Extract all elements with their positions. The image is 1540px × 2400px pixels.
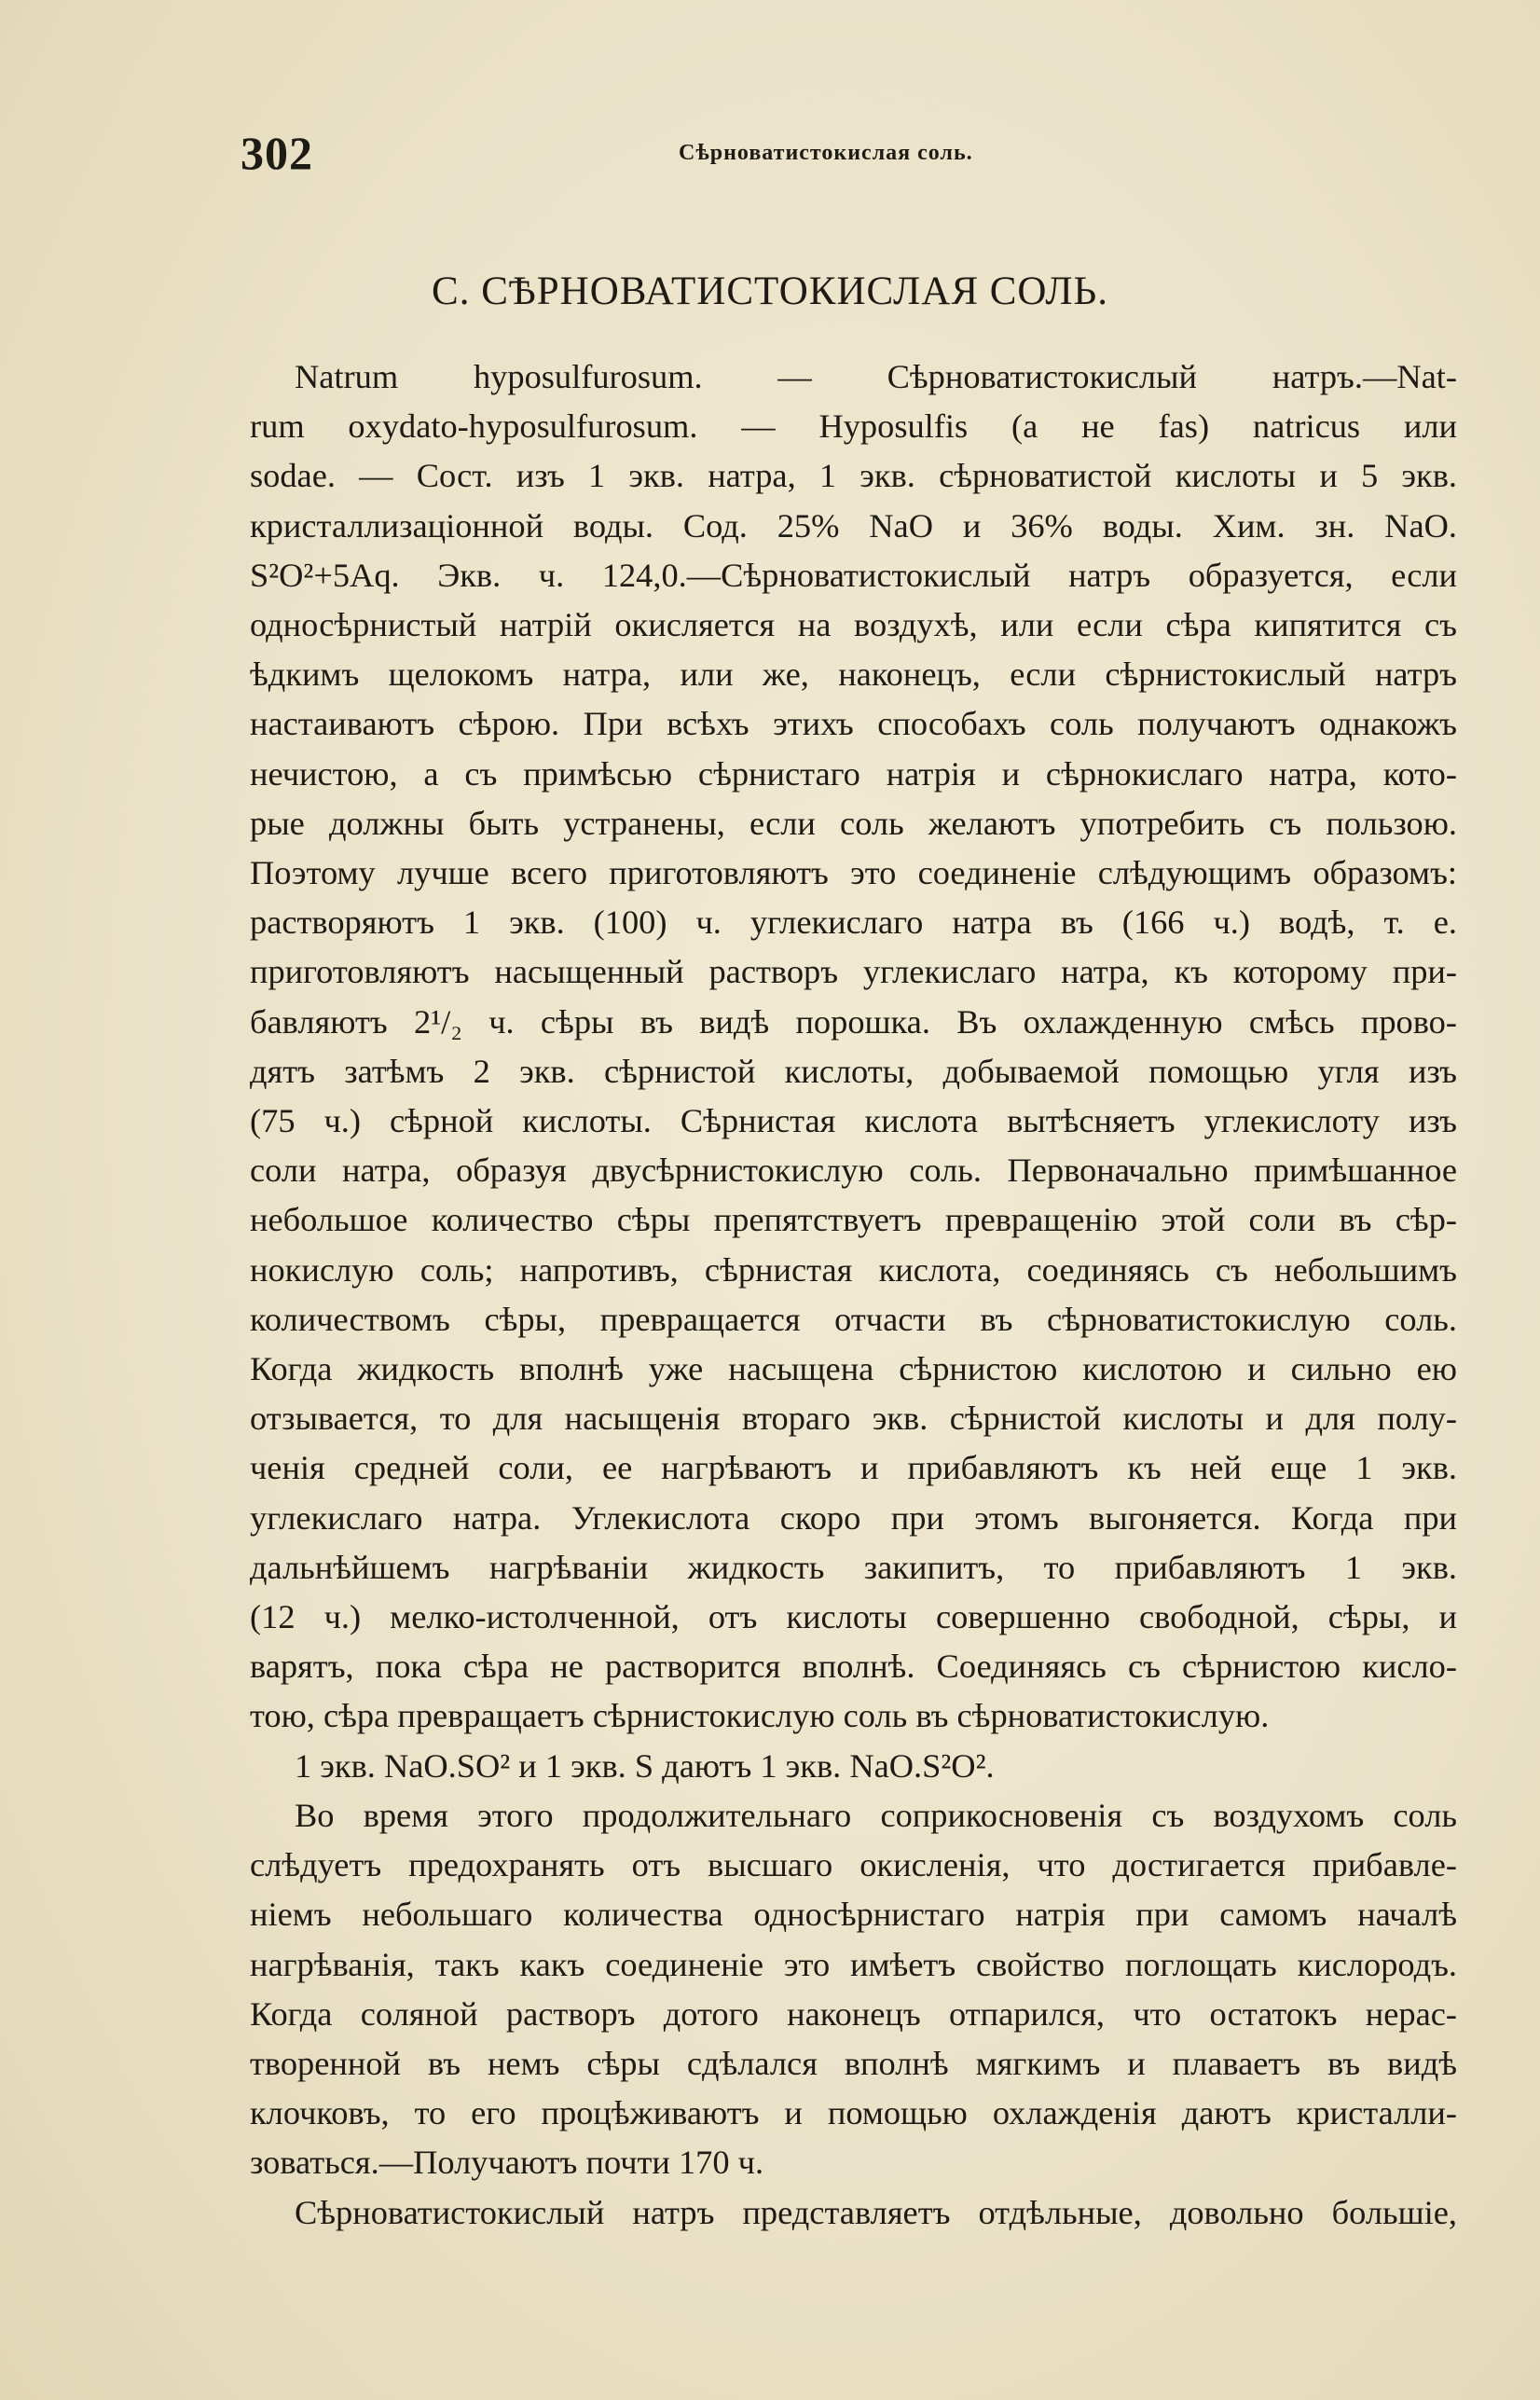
text-line: настаиваютъ сѣрою. При всѣхъ этихъ способахъ соль получаютъ однакожъ (250, 705, 1457, 743)
text-line: ченія средней соли, ее нагрѣваютъ и прибавляютъ къ ней еще 1 экв. (250, 1449, 1457, 1487)
text-line: небольшое количество сѣры препятствуетъ превращенію этой соли въ сѣр- (250, 1201, 1457, 1239)
text-line: зоваться.—Получаютъ почти 170 ч. (250, 2144, 764, 2182)
text-line: rum oxydato-hyposulfurosum. — Hyposulfis (а не fas) natricus или (250, 407, 1457, 446)
text-line: Когда жидкость вполнѣ уже насыщена сѣрнистою кислотою и сильно ею (250, 1350, 1457, 1388)
text-line: Natrum hyposulfurosum. — Сѣрноватистокислый натръ.—Nat- (295, 358, 1457, 395)
text-line: творенной въ немъ сѣры сдѣлался вполнѣ мягкимъ и плаваетъ въ видѣ (250, 2044, 1457, 2082)
text-line: отзывается, то для насыщенія втораго экв. сѣрнистой кислоты и для полу- (250, 1400, 1457, 1438)
text-line: Сѣрноватистокислый натръ представляетъ отдѣльные, довольно большіе, (295, 2193, 1457, 2231)
text-line: ѣдкимъ щелокомъ натра, или же, наконецъ, если сѣрнистокислый натръ (250, 655, 1457, 694)
text-line: sodae. — Сост. изъ 1 экв. натра, 1 экв. сѣрноватистой кислоты и 5 экв. (250, 457, 1457, 495)
section-title: С. СѢРНОВАТИСТОКИСЛАЯ СОЛЬ. (432, 269, 1108, 313)
text-line: Поэтому лучше всего приготовляютъ это соединеніе слѣдующимъ образомъ: (250, 854, 1457, 892)
text-line: слѣдуетъ предохранять отъ высшаго окисленія, что достигается прибавле- (250, 1846, 1457, 1884)
page-number: 302 (241, 127, 313, 179)
body-text (250, 352, 1457, 2238)
text-line: Когда соляной растворъ дотого наконецъ отпарился, что остатокъ нерас- (250, 1994, 1457, 2033)
text-line: дятъ затѣмъ 2 экв. сѣрнистой кислоты, добываемой помощью угля изъ (250, 1052, 1457, 1090)
text-line: нечистою, а съ примѣсью сѣрнистаго натрія и сѣрнокислаго натра, кото- (250, 754, 1457, 793)
text-line: Во время этого продолжительнаго соприкосновенія съ воздухомъ соль (295, 1796, 1457, 1834)
text-line: углекислаго натра. Углекислота скоро при этомъ выгоняется. Когда при (250, 1498, 1457, 1537)
page-header (241, 126, 1452, 191)
text-line: растворяютъ 1 экв. (100) ч. углекислаго натра въ (166 ч.) водѣ, т. е. (250, 903, 1457, 942)
text-line: S²O²+5Aq. Экв. ч. 124,0.—Сѣрноватистокислый натръ образуется, если (250, 556, 1457, 594)
text-line: нагрѣванія, такъ какъ соединеніе это имѣетъ свойство поглощать кислородъ. (250, 1945, 1457, 1983)
text-line: количествомъ сѣры, превращается отчасти въ сѣрноватистокислую соль. (250, 1300, 1457, 1338)
formula-line: 1 экв. NaO.SO² и 1 экв. S даютъ 1 экв. NaO.S²O². (295, 1746, 995, 1785)
text-line: приготовляютъ насыщенный растворъ углекислаго натра, къ которому при- (250, 953, 1457, 991)
text-line: рые должны быть устранены, если соль желаютъ употребить съ пользою. (250, 804, 1457, 842)
text-line: варятъ, пока сѣра не растворится вполнѣ. Соединяясь съ сѣрнистою кисло- (250, 1648, 1457, 1686)
text-line: кристаллизаціонной воды. Сод. 25% NaO и 36% воды. Хим. зн. NaO. (250, 506, 1457, 545)
text-line: нокислую соль; напротивъ, сѣрнистая кислота, соединяясь съ небольшимъ (250, 1250, 1457, 1289)
running-title: Сѣрноватистокислая соль. (679, 141, 973, 165)
text-line: соли натра, образуя двусѣрнистокислую соль. Первоначально примѣшанное (250, 1152, 1457, 1190)
text-line: бавляютъ 2¹/₂ ч. сѣры въ видѣ порошка. Въ охлажденную смѣсь прово- (250, 1002, 1457, 1041)
text-line: (75 ч.) сѣрной кислоты. Сѣрнистая кислота вытѣсняетъ углекислоту изъ (250, 1102, 1457, 1140)
text-line: (12 ч.) мелко-истолченной, отъ кислоты совершенно свободной, сѣры, и (250, 1598, 1457, 1636)
text-line: тою, сѣра превращаетъ сѣрнистокислую соль въ сѣрноватистокислую. (250, 1697, 1270, 1735)
text-line: дальнѣйшемъ нагрѣваніи жидкость закипитъ, то прибавляютъ 1 экв. (250, 1548, 1457, 1586)
text-line: ніемъ небольшаго количества односѣрнистаго натрія при самомъ началѣ (250, 1896, 1457, 1934)
text-line: клочковъ, то его процѣживаютъ и помощью охлажденія даютъ кристалли- (250, 2094, 1457, 2132)
text-line: односѣрнистый натрій окисляется на воздухѣ, или если сѣра кипятится съ (250, 606, 1457, 644)
